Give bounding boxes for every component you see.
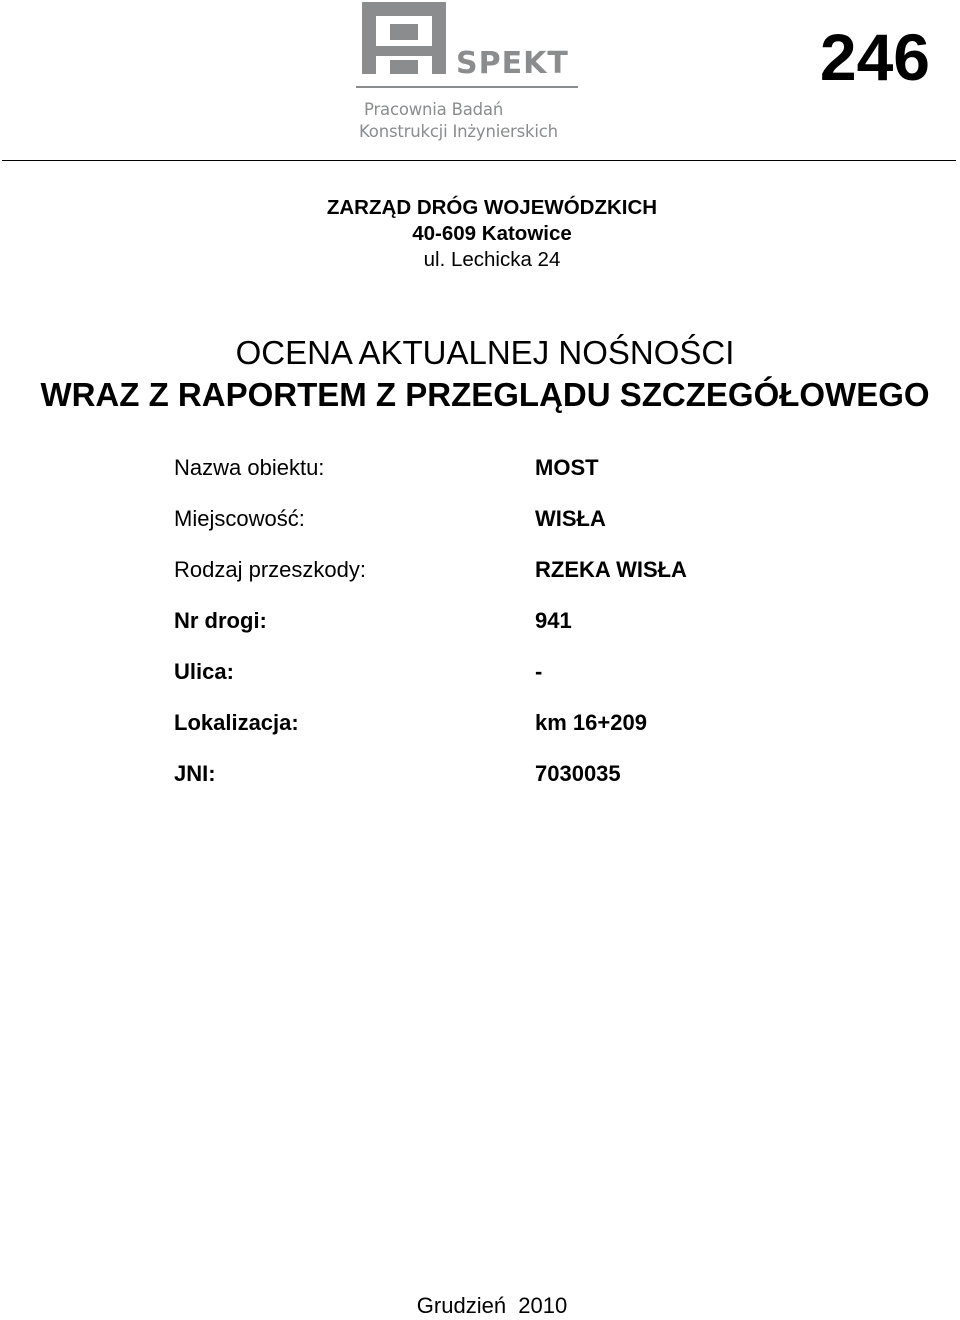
document-title [0, 332, 960, 416]
address-line2: 40-609 Katowice [412, 222, 572, 245]
detail-label: Ulica: [174, 659, 234, 684]
address-line3: ul. Lechicka 24 [423, 248, 561, 271]
detail-value: 7030035 [535, 761, 621, 786]
detail-label: Miejscowość: [174, 506, 305, 531]
detail-value: WISŁA [535, 506, 606, 531]
company-logo [356, 0, 578, 146]
recipient-address [0, 195, 960, 273]
logo-wordmark: SPEKT [456, 46, 569, 81]
detail-value: RZEKA WISŁA [535, 557, 687, 582]
title-line2: WRAZ Z RAPORTEM Z PRZEGLĄDU SZCZEGÓŁOWEGO [40, 376, 930, 413]
detail-value: - [535, 659, 543, 684]
detail-label: Nazwa obiektu: [174, 455, 325, 480]
detail-label: JNI: [174, 761, 216, 786]
document-date: Grudzień 2010 [416, 1293, 568, 1318]
detail-value: km 16+209 [535, 710, 647, 735]
aspekt-logo-mark [356, 0, 578, 100]
logo-subtitle-line2: Konstrukcji Inżynierskich [359, 122, 558, 141]
title-line1: OCENA AKTUALNEJ NOŚNOŚCI [235, 334, 735, 371]
header-divider [2, 160, 956, 161]
detail-value: MOST [535, 455, 599, 480]
detail-label: Rodzaj przeszkody: [174, 557, 366, 582]
logo-subtitle-line1: Pracownia Badań [364, 100, 504, 119]
detail-value: 941 [535, 608, 572, 633]
detail-label: Nr drogi: [174, 608, 267, 633]
address-line1: ZARZĄD DRÓG WOJEWÓDZKICH [326, 196, 658, 219]
document-number: 246 [819, 20, 930, 94]
detail-label: Lokalizacja: [174, 710, 299, 735]
